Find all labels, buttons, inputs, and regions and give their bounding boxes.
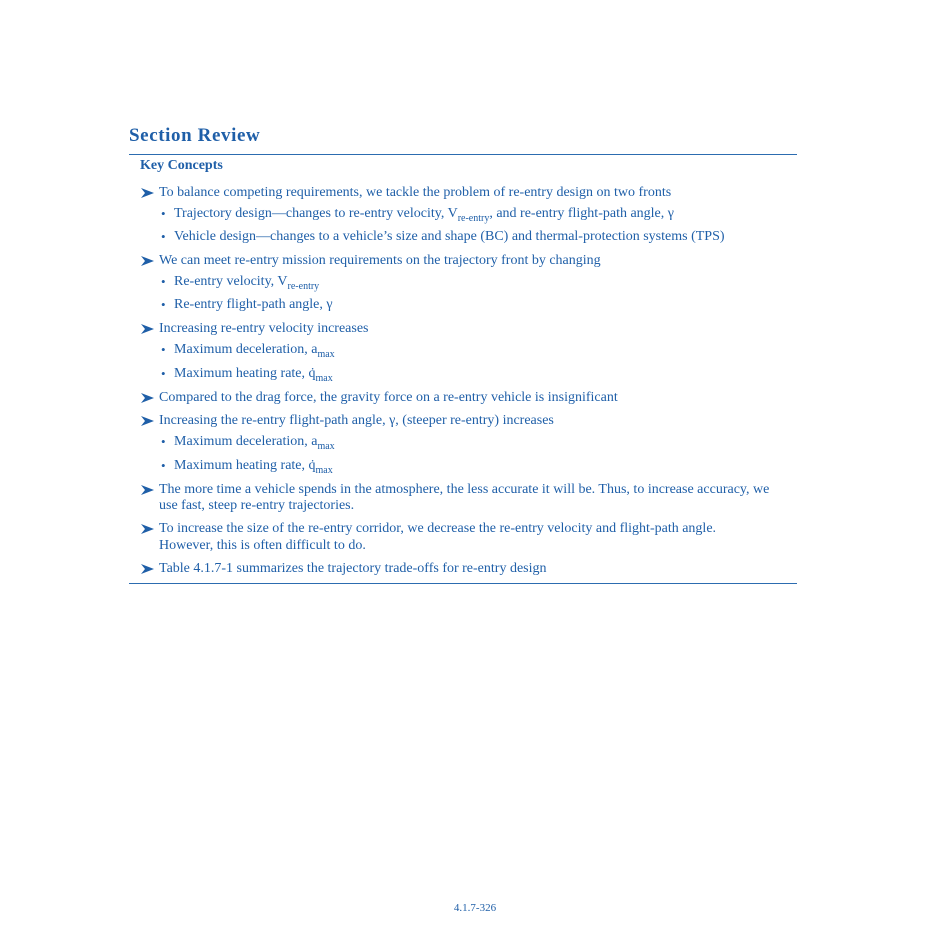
arrow-bullet-icon — [141, 185, 155, 201]
bottom-rule — [129, 583, 797, 584]
bullet-dot-icon: • — [161, 458, 166, 473]
bullet-dot-icon: • — [161, 366, 166, 381]
item-text: Maximum deceleration, $a_{max}$ — [174, 342, 335, 360]
item-text: use fast, steep re-entry trajectories. — [159, 498, 355, 513]
arrow-bullet-icon — [141, 482, 155, 498]
arrow-bullet-icon — [141, 321, 155, 337]
arrow-bullet-icon — [141, 253, 155, 269]
section-title: Section Review — [129, 125, 261, 146]
item-text: Table 4.1.7-1 summarizes the trajectory trade-offs for re-entry design — [159, 561, 547, 576]
bullet-dot-icon: • — [161, 274, 166, 289]
page-number: 4.1.7-326 — [453, 902, 497, 914]
item-text: Vehicle design—changes to a vehicle’s size and shape (BC) and thermal-protection systems (TPS) — [174, 229, 725, 244]
item-text: Maximum heating rate, $q̇_{max}$ — [174, 366, 333, 384]
item-text: Trajectory design—changes to re-entry velocity, $V_{re-entry}$, and re-entry flight-path angle, γ — [174, 206, 674, 224]
arrow-bullet-icon — [141, 561, 155, 577]
bullet-dot-icon: • — [161, 206, 166, 221]
bullet-dot-icon: • — [161, 434, 166, 449]
bullet-dot-icon: • — [161, 229, 166, 244]
item-text: Increasing the re-entry flight-path angle, γ, (steeper re-entry) increases — [159, 413, 554, 428]
item-text: However, this is often difficult to do. — [159, 538, 366, 553]
arrow-bullet-icon — [141, 521, 155, 537]
item-text: Re-entry velocity, $V_{re-entry}$ — [174, 274, 320, 292]
item-text: Re-entry flight-path angle, γ — [174, 297, 333, 312]
item-text: Maximum deceleration, $a_{max}$ — [174, 434, 335, 452]
arrow-bullet-icon — [141, 390, 155, 406]
item-text: The more time a vehicle spends in the atmosphere, the less accurate it will be. Thus, to increase accuracy, we — [159, 482, 770, 497]
item-text: To balance competing requirements, we tackle the problem of re-entry design on two fronts — [159, 185, 672, 200]
item-text: Increasing re-entry velocity increases — [159, 321, 369, 336]
item-text: Compared to the drag force, the gravity force on a re-entry vehicle is insignificant — [159, 390, 618, 405]
item-text: We can meet re-entry mission requirements on the trajectory front by changing — [159, 253, 601, 268]
item-text: Maximum heating rate, $q̇_{max}$ — [174, 458, 333, 476]
bullet-dot-icon: • — [161, 297, 166, 312]
bullet-dot-icon: • — [161, 342, 166, 357]
key-concepts-heading: Key Concepts — [140, 158, 223, 173]
item-text: To increase the size of the re-entry corridor, we decrease the re-entry velocity and flight-path angle. — [159, 521, 717, 536]
arrow-bullet-icon — [141, 413, 155, 429]
top-rule — [129, 154, 797, 155]
